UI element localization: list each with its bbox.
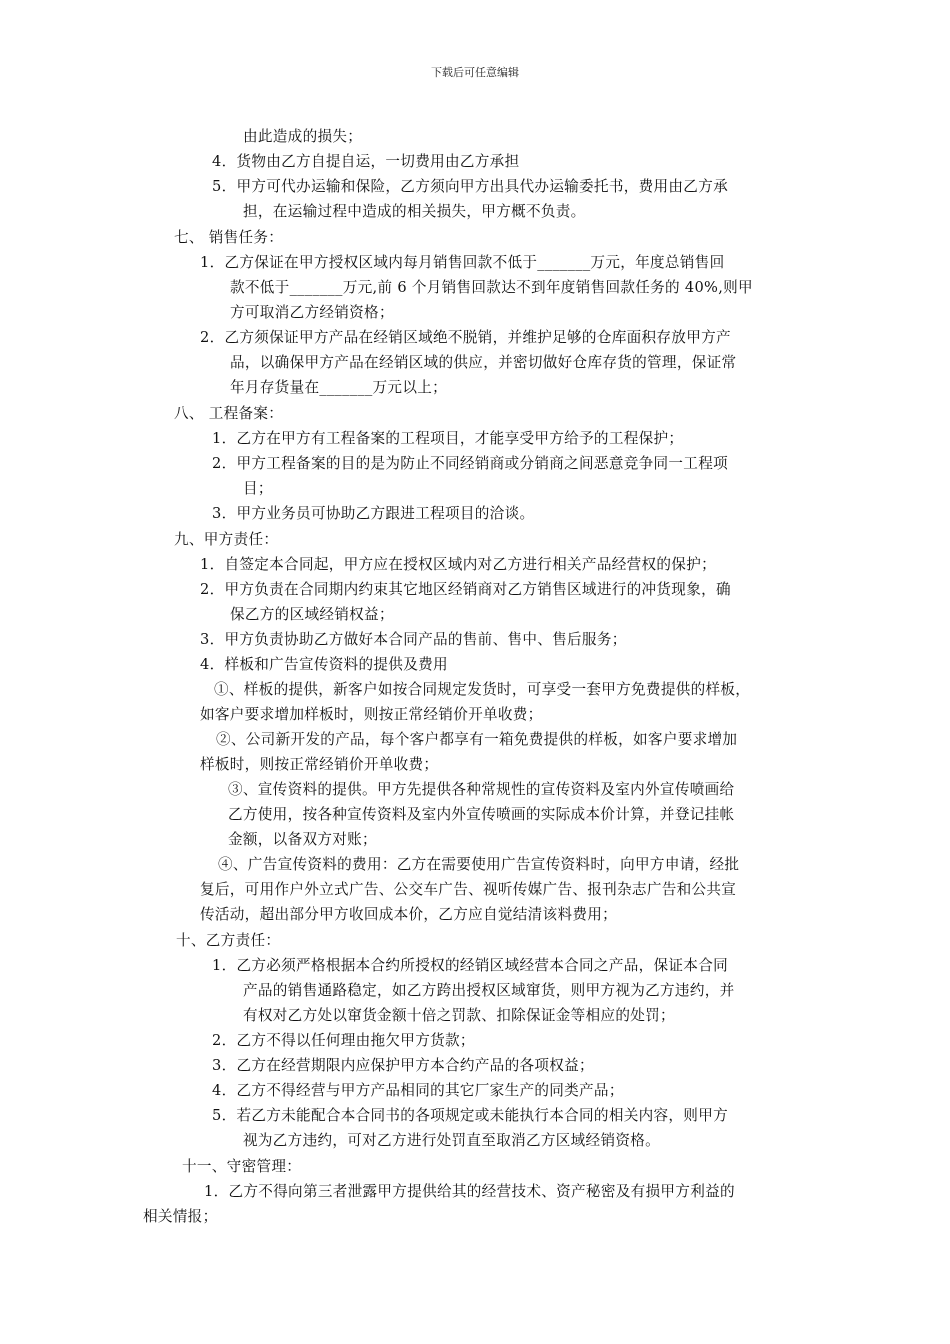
text-line: 乙方使用，按各种宣传资料及室内外宣传喷画的实际成本价计算，并登记挂帐 xyxy=(228,806,735,823)
list-item: 2．乙方须保证甲方产品在经销区域绝不脱销，并维护足够的仓库面积存放甲方产 xyxy=(200,329,731,346)
sub-item: ④、广告宣传资料的费用：乙方在需要使用广告宣传资料时，向甲方申请，经批 xyxy=(218,856,740,873)
list-item: 3．甲方负责协助乙方做好本合同产品的售前、售中、售后服务； xyxy=(200,631,627,648)
list-item: 4．乙方不得经营与甲方产品相同的其它厂家生产的同类产品； xyxy=(212,1082,624,1099)
list-item: 3．乙方在经营期限内应保护甲方本合约产品的各项权益； xyxy=(212,1057,594,1074)
text-line: 目； xyxy=(243,480,273,497)
list-item: 4．货物由乙方自提自运，一切费用由乙方承担 xyxy=(212,153,520,170)
list-item: 1．乙方不得向第三者泄露甲方提供给其的经营技术、资产秘密及有损甲方利益的 xyxy=(204,1183,735,1200)
text-line: 相关情报； xyxy=(143,1208,218,1225)
text-line: 保乙方的区域经销权益； xyxy=(230,606,394,623)
text-line: 视为乙方违约，可对乙方进行处罚直至取消乙方区域经销资格。 xyxy=(243,1132,661,1149)
list-item: 2．甲方负责在合同期内约束其它地区经销商对乙方销售区域进行的冲货现象，确 xyxy=(200,581,731,598)
text-line: 样板时，则按正常经销价开单收费； xyxy=(200,756,439,773)
list-item: 5．若乙方未能配合本合同书的各项规定或未能执行本合同的相关内容，则甲方 xyxy=(212,1107,728,1124)
text-line: 复后，可用作户外立式广告、公交车广告、视听传媒广告、报刊杂志广告和公共宣 xyxy=(200,881,737,898)
section-heading: 十一、守密管理： xyxy=(182,1158,302,1175)
list-item: 2．乙方不得以任何理由拖欠甲方货款； xyxy=(212,1032,475,1049)
list-item: 5．甲方可代办运输和保险，乙方须向甲方出具代办运输委托书，费用由乙方承 xyxy=(212,178,728,195)
list-item: 1．乙方必须严格根据本合约所授权的经销区域经营本合同之产品，保证本合同 xyxy=(212,957,728,974)
text-line: 如客户要求增加样板时，则按正常经销价开单收费； xyxy=(200,706,543,723)
list-item: 1．乙方保证在甲方授权区域内每月销售回款不低于_______万元，年度总销售回 xyxy=(200,254,725,271)
text-line: 品，以确保甲方产品在经销区域的供应，并密切做好仓库存货的管理，保证常 xyxy=(230,354,737,371)
text-line: 款不低于_______万元,前 6 个月销售回款达不到年度销售回款任务的 40%,则甲 xyxy=(230,279,753,296)
text-line: 有权对乙方处以窜货金额十倍之罚款、扣除保证金等相应的处罚； xyxy=(243,1007,675,1024)
list-item: 1．乙方在甲方有工程备案的工程项目，才能享受甲方给予的工程保护； xyxy=(212,430,684,447)
sub-item: ①、样板的提供，新客户如按合同规定发货时，可享受一套甲方免费提供的样板， xyxy=(214,681,751,698)
text-line: 产品的销售通路稳定，如乙方跨出授权区域窜货，则甲方视为乙方违约，并 xyxy=(243,982,735,999)
text-line: 由此造成的损失； xyxy=(243,128,363,145)
sub-item: ③、宣传资料的提供。甲方先提供各种常规性的宣传资料及室内外宣传喷画给 xyxy=(228,781,735,798)
text-line: 传活动，超出部分甲方收回成本价，乙方应自觉结清该料费用； xyxy=(200,906,618,923)
section-heading: 九、甲方责任： xyxy=(174,531,279,548)
section-heading: 七、 销售任务： xyxy=(174,229,284,246)
list-item: 2．甲方工程备案的目的是为防止不同经销商或分销商之间恶意竞争同一工程项 xyxy=(212,455,728,472)
sub-item: ②、公司新开发的产品，每个客户都享有一箱免费提供的样板，如客户要求增加 xyxy=(216,731,738,748)
list-item: 4．样板和广告宣传资料的提供及费用 xyxy=(200,656,448,673)
section-heading: 八、 工程备案： xyxy=(174,405,284,422)
list-item: 1．自签定本合同起，甲方应在授权区域内对乙方进行相关产品经营权的保护； xyxy=(200,556,716,573)
text-line: 金额，以备双方对账； xyxy=(228,831,377,848)
section-heading: 十、乙方责任： xyxy=(176,932,281,949)
list-item: 3．甲方业务员可协助乙方跟进工程项目的洽谈。 xyxy=(212,505,535,522)
text-line: 年月存货量在_______万元以上； xyxy=(230,379,448,396)
page-header: 下载后可任意编辑 xyxy=(431,66,519,79)
text-line: 方可取消乙方经销资格； xyxy=(230,304,394,321)
text-line: 担，在运输过程中造成的相关损失，甲方概不负责。 xyxy=(243,203,586,220)
